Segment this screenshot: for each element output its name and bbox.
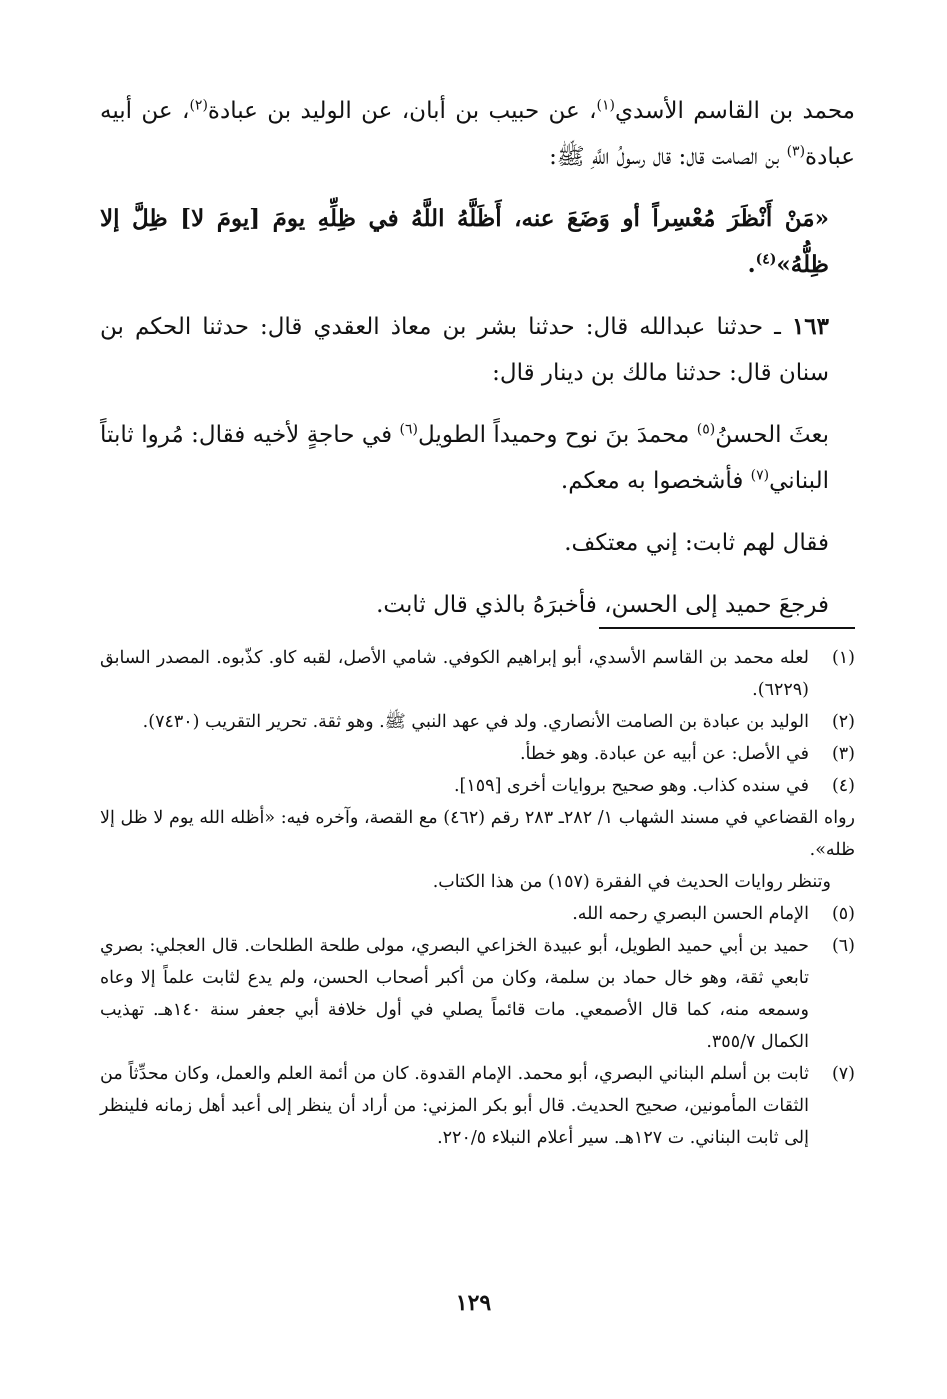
entry-number: ١٦٣: [791, 313, 829, 340]
footnote-2: [100, 706, 855, 738]
footnote-text: في سنده كذاب. وهو صحيح بروايات أخرى [١٥٩].: [453, 776, 809, 796]
text-run: بن الصامت قال: قال رسولُ اللَّهِ ﷺ:: [549, 144, 787, 170]
text-run: فأشخصوا به معكم.: [560, 468, 751, 494]
hadith-text: [100, 196, 855, 288]
footnote-6: [100, 930, 855, 1058]
page-number: ١٢٩: [455, 1290, 492, 1316]
text-run: محمد بن القاسم الأسدي: [615, 98, 856, 124]
footnote-4: [100, 770, 855, 802]
text-run: ، عن حبيب بن أبان، عن الوليد بن عبادة: [207, 98, 597, 124]
footnote-ref-5[interactable]: (٥): [696, 421, 716, 438]
footnote-ref-4[interactable]: (٤): [755, 251, 777, 268]
footnote-ref-1[interactable]: (١): [596, 97, 616, 114]
footnote-number: (٢): [831, 712, 855, 732]
footnote-text: حميد بن أبي حميد الطويل، أبو عبيدة الخزاعي البصري، مولى طلحة الطلحات. قال العجلي: بصري تابعي ثقة، وهو خال حماد بن سلمة، وكان من أكبر أصحاب الحسن، ولم يدع لثابت علماً إلا وعاه وسمعه منه، كما قال الأصمعي. مات قائماً يصلي في أول خلافة أبي جعفر سنة ١٤٠هـ. تهذيب الكمال ٣٥٥/٧.: [100, 936, 809, 1052]
entry-163-isnad: [100, 304, 855, 396]
text-run: .: [747, 251, 756, 278]
text-run: بعثَ الحسنُ: [715, 422, 830, 448]
footnote-7: [100, 1058, 855, 1154]
footnote-ref-3[interactable]: (٣): [786, 143, 806, 160]
footnotes: [100, 642, 855, 1154]
footnote-ref-6[interactable]: (٦): [399, 421, 418, 438]
footnote-4-continuation: وتنظر روايات الحديث في الفقرة (١٥٧) من هذا الكتاب.: [432, 872, 831, 892]
footnote-4-continuation: رواه القضاعي في مسند الشهاب ١/ ٢٨٢ـ ٢٨٣ رقم (٤٦٢) مع القصة، وآخره فيه: «أظله الله يوم لا ظل إلا ظله».: [100, 808, 855, 860]
isnad-text: ـ حدثنا عبدالله قال: حدثنا بشر بن معاذ العقدي قال: حدثنا الحكم بن سنان قال: حدثنا مالك بن دينار قال:: [100, 314, 829, 386]
footnote-3: [100, 738, 855, 770]
text-run: ،: [182, 98, 190, 124]
footnote-text: الوليد بن عبادة بن الصامت الأنصاري. ولد في عهد النبي ﷺ. وهو ثقة. تحرير التقريب (٧٤٣٠).: [142, 712, 809, 732]
footnote-number: (٧): [831, 1064, 855, 1084]
story-line-2: فقال لهم ثابت: إني معتكف.: [564, 530, 829, 556]
footnote-ref-7[interactable]: (٧): [750, 467, 770, 484]
footnote-separator: [599, 627, 855, 629]
footnote-ref-2[interactable]: (٢): [189, 97, 208, 114]
text-run: محمدَ بنَ نوح وحميداً الطويل: [418, 422, 697, 448]
footnote-number: (٤): [831, 776, 855, 796]
footnote-number: (٥): [831, 904, 855, 924]
main-text: [100, 88, 855, 628]
footnote-number: (٣): [831, 744, 855, 764]
footnote-1: [100, 642, 855, 706]
text-run: عن أبيه عبادة: [100, 98, 855, 170]
text-run: في حاجةٍ لأخيه فقال: مُروا ثابتاً البناني: [100, 422, 829, 494]
footnote-5: [100, 898, 855, 930]
footnote-text: الإمام الحسن البصري رحمه الله.: [572, 904, 809, 924]
story-line-3: فرجعَ حميد إلى الحسن، فأخبرَهُ بالذي قال ثابت.: [376, 592, 829, 618]
footnote-text: ثابت بن أسلم البناني البصري، أبو محمد. الإمام القدوة. كان من أئمة العلم والعمل، وكان محدِّثاً من الثقات المأمونين، صحيح الحديث. قال أبو بكر المزني: من أراد أن ينظر إلى أعبد أهل زمانه فلينظر إلى ثابت البناني. ت ١٢٧هـ. سير أعلام النبلاء ٢٢٠/٥.: [100, 1064, 809, 1148]
footnote-number: (٦): [831, 936, 855, 956]
hadith-body: «مَنْ أَنْظَرَ مُعْسِراً أو وَضَعَ عنه، أَظَلَّهُ اللَّهُ في ظِلِّهِ يومَ [يومَ لا] ظِلَّ إلا ظِلُّهُ»: [100, 205, 829, 278]
footnote-number: (١): [831, 648, 855, 668]
footnote-text: في الأصل: عن أبيه عن عبادة. وهو خطأ.: [519, 744, 809, 764]
footnote-text: لعله محمد بن القاسم الأسدي، أبو إبراهيم الكوفي. شامي الأصل، لقبه كاو. كذّبوه. المصدر السابق (٦٢٢٩).: [100, 648, 809, 700]
story-paragraph: [100, 412, 855, 504]
isnad-continuation: [100, 88, 855, 180]
